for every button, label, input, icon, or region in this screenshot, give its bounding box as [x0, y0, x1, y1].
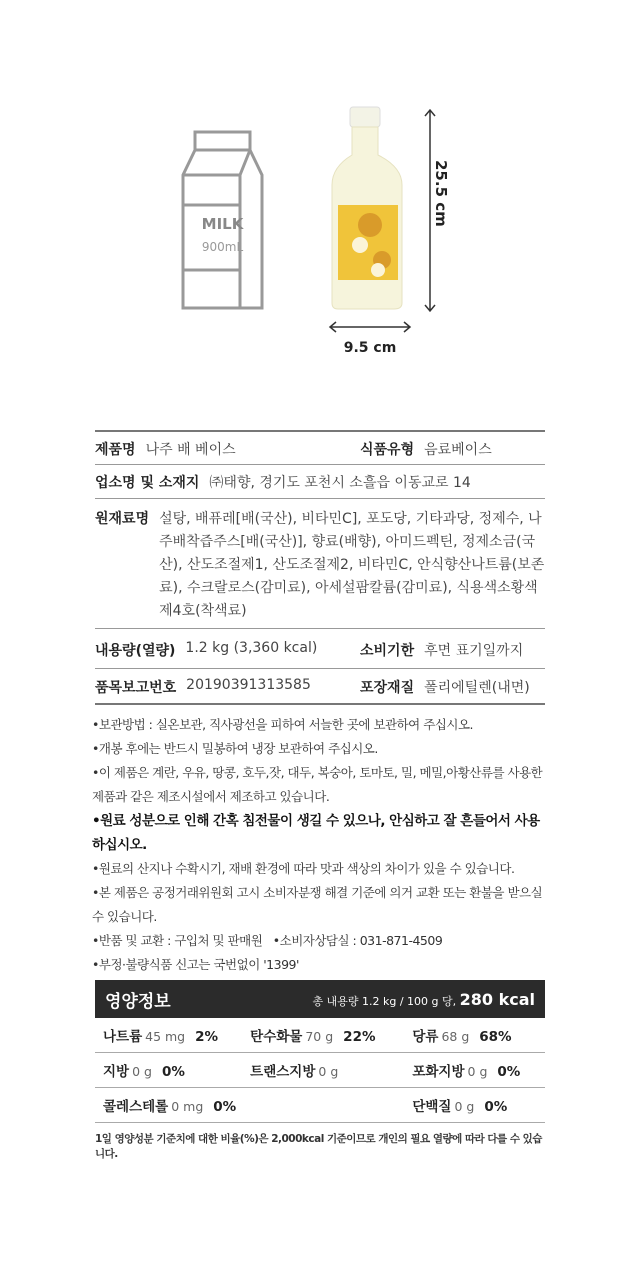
note-item: •원료의 산지나 수확시기, 재배 환경에 따라 맛과 색상의 차이가 있을 수 있습니다. [92, 861, 515, 876]
nutrient-amount: 0 mg [171, 1099, 204, 1114]
note-item: •반품 및 교환 : 구입처 및 판매원 •소비자상담실 : 031-871-4509 [92, 933, 443, 948]
product-info-table [95, 430, 545, 705]
nutrient-name: 콜레스테롤 [103, 1099, 169, 1115]
nutrient-name: 당류 [412, 1029, 439, 1045]
notes-list [92, 713, 552, 977]
table-row [95, 669, 545, 705]
nutrient-cell [250, 1097, 397, 1113]
value: 설탕, 배퓨레[배(국산), 비타민C], 포도당, 기타과당, 정제수, 나주배착즙주스[배(국산)], 향료(배향), 아미드펙틴, 정제소금(국산), 산도조절제1, 산도조절제2, 비타민C, 안식향산나트륨(보존료), 수크랄로스(감미료), 아세설팜칼륨(감미료), 식용색소황색제4호(착색료) [159, 511, 545, 619]
note-item: •부정·불량식품 신고는 국번없이 '1399' [92, 957, 299, 972]
height-label: 25.5 cm [432, 160, 450, 227]
nutrient-amount: 45 mg [145, 1029, 186, 1044]
width-arrow-icon [328, 320, 412, 334]
note-item: •본 제품은 공정거래위원회 고시 소비자분쟁 해결 기준에 의거 교환 또는 환불을 받으실 수 있습니다. [92, 885, 543, 924]
value: ㈜태향, 경기도 포천시 소흘읍 이동교로 14 [209, 475, 471, 491]
nutrient-amount: 0 g [318, 1064, 339, 1079]
nutrient-name: 탄수화물 [250, 1029, 303, 1045]
label: 소비기한 [360, 643, 415, 659]
value: 1.2 kg (3,360 kcal) [185, 640, 318, 656]
nutrient-amount: 0 g [132, 1064, 152, 1079]
nutrient-cell [103, 1025, 250, 1045]
width-label: 9.5 cm [343, 340, 397, 356]
nutrition-row [95, 1018, 545, 1053]
note-item: •이 제품은 계란, 우유, 땅콩, 호두,잣, 대두, 복숭아, 토마토, 밀, 메밀,아황산류를 사용한 제품과 같은 제조시설에서 제조하고 있습니다. [92, 765, 543, 804]
nutrition-row [95, 1053, 545, 1088]
nutrient-amount: 0 g [454, 1099, 475, 1114]
label: 내용량(열량) [95, 643, 176, 659]
nutrient-cell [250, 1025, 397, 1045]
nutrient-amount: 0 g [467, 1064, 488, 1079]
label: 포장재질 [360, 680, 415, 696]
nutrient-cell [103, 1095, 250, 1115]
note-item-bold: •원료 성분으로 인해 간혹 침전물이 생길 수 있으나, 안심하고 잘 흔들어서 사용하십시오. [92, 813, 540, 853]
value: 폴리에틸렌(내면) [424, 680, 530, 696]
label: 품목보고번호 [95, 680, 177, 696]
nutrient-amount: 70 g [305, 1029, 334, 1044]
milk-volume: 900mL [201, 240, 244, 254]
nutrient-amount: 68 g [441, 1029, 470, 1044]
value: 20190391313585 [186, 677, 311, 693]
value: 음료베이스 [424, 442, 492, 458]
nutrient-percent: 2% [195, 1029, 219, 1045]
nutrient-cell [250, 1060, 397, 1080]
nutrient-name: 지방 [103, 1064, 130, 1080]
nutrient-percent: 0% [161, 1064, 185, 1080]
value: 후면 표기일까지 [424, 643, 524, 659]
nutrient-percent: 0% [213, 1099, 237, 1115]
nutrient-percent: 0% [497, 1064, 521, 1080]
label: 원재료명 [95, 511, 150, 527]
nutrient-name: 나트륨 [103, 1029, 143, 1045]
nutrition-title: 영양정보 [105, 991, 171, 1012]
nutrition-facts [95, 980, 545, 1161]
label: 업소명 및 소재지 [95, 475, 200, 491]
label: 식품유형 [360, 442, 415, 458]
product-bottle-image [330, 105, 410, 310]
nutrient-percent: 0% [484, 1099, 508, 1115]
nutrition-footnote: 1일 영양성분 기준치에 대한 비율(%)은 2,000kcal 기준이므로 개인의 필요 열량에 따라 다를 수 있습니다. [95, 1133, 542, 1160]
nutrient-percent: 22% [343, 1029, 376, 1045]
nutrient-cell [397, 1095, 544, 1115]
nutrient-name: 단백질 [412, 1099, 452, 1115]
value: 나주 배 베이스 [145, 442, 236, 458]
table-row [95, 499, 545, 629]
note-item: •보관방법 : 실온보관, 직사광선을 피하여 서늘한 곳에 보관하여 주십시오. [92, 717, 473, 732]
table-row [95, 629, 545, 669]
nutrient-cell [397, 1060, 544, 1080]
nutrient-cell [103, 1060, 250, 1080]
label: 제품명 [95, 442, 136, 458]
nutrition-header [95, 980, 545, 1018]
milk-label: MILK [201, 215, 244, 233]
calories: 280 kcal [459, 989, 535, 1009]
table-row [95, 432, 545, 465]
nutrient-name: 포화지방 [412, 1064, 465, 1080]
nutrient-percent: 68% [479, 1029, 512, 1045]
nutrient-name: 트랜스지방 [250, 1064, 316, 1080]
note-item: •개봉 후에는 반드시 밀봉하여 냉장 보관하여 주십시오. [92, 741, 378, 756]
table-row [95, 465, 545, 499]
nutrition-row [95, 1088, 545, 1123]
serving-info: 총 내용량 1.2 kg / 100 g 당, [312, 994, 457, 1008]
nutrient-cell [397, 1025, 544, 1045]
